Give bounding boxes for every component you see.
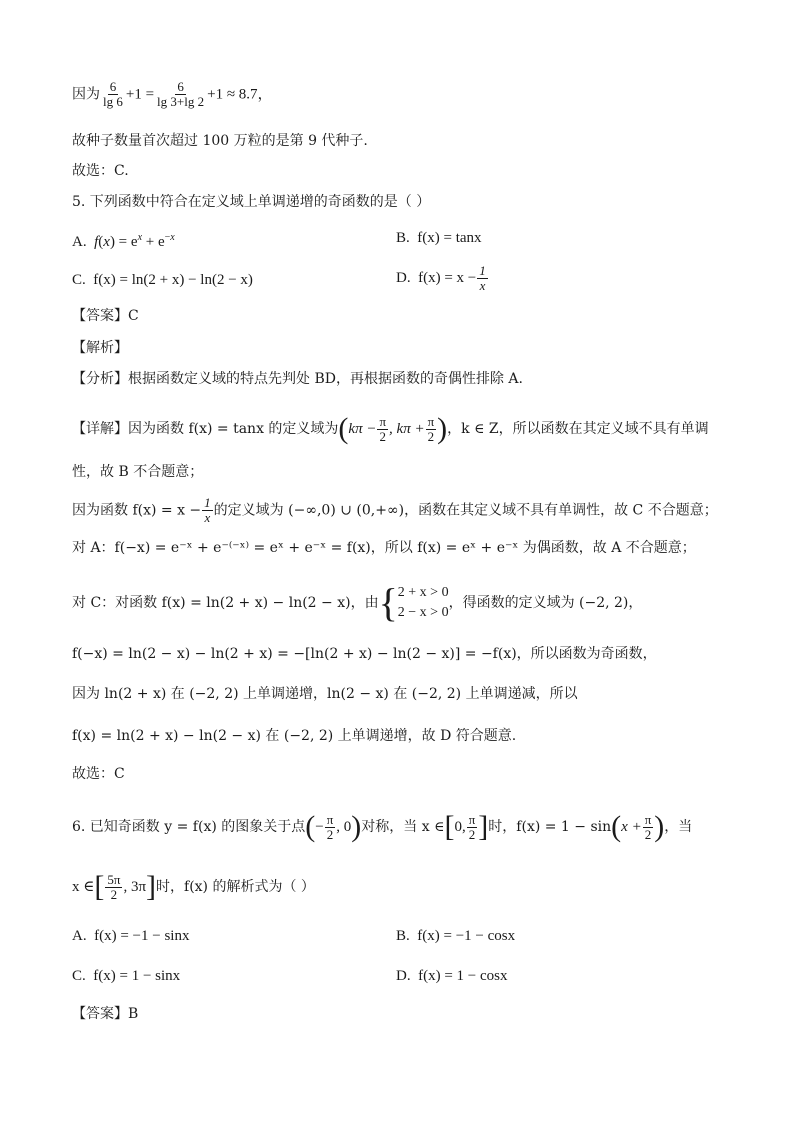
answer-6: 【答案】B — [72, 1006, 139, 1022]
detail-line-d: 因为函数 f(x) = x − $\frac{1}{x}$ 的定义域为 (−∞,0) ∪ (0,+∞)，函数在其定义域不具有单调性，故 C 不合题意； — [72, 495, 718, 525]
analysis-heading: 【解析】 — [72, 340, 128, 356]
detail-line-c2: f(−x) = ln(2 − x) − ln(2 + x) = −[ln(2 + x) − ln(2 − x)] = −f(x)，所以函数为奇函数， — [72, 646, 657, 662]
analysis-summary: 【分析】根据函数定义域的特点先判处 BD，再根据函数的奇偶性排除 A. — [72, 371, 523, 387]
question-5: 5. 下列函数中符合在定义域上单调递增的奇函数的是（ ） — [72, 194, 431, 210]
detail-line-a: 对 A：f(−x) = e⁻ˣ + e⁻⁽⁻ˣ⁾ = eˣ + e⁻ˣ = f(x)，所以 f(x) = eˣ + e⁻ˣ 为偶函数，故 A 不合题意； — [72, 540, 696, 556]
conclusion-text: 故种子数量首次超过 100 万粒的是第 9 代种子. — [72, 133, 368, 149]
option-c: C. f(x) = ln(2 + x) − ln(2 − x) — [72, 272, 253, 288]
math: +1 ≈ 8.7， — [207, 86, 273, 103]
detail-line-c: 对 C：对函数 f(x) = ln(2 + x) − ln(2 − x)，由 { 2 + x > 0 2 − x > 0 ，得函数的定义域为 (−2, 2)， — [72, 580, 643, 625]
question-6-cont: x ∈[ $\frac{5\pi}{2}$ , 3π]时，f(x) 的解析式为（ ） — [72, 870, 315, 903]
fraction: $\frac{6}{\lg 6}$ — [103, 79, 123, 109]
option-a: A. $f(x) = e^x + e^{-x}$ — [72, 232, 175, 250]
math: +1 = — [125, 86, 155, 103]
detail-line-2: 性，故 B 不合题意； — [72, 464, 204, 480]
answer-choice-text: 故选：C. — [72, 163, 129, 179]
option-b: B. f(x) = tanx — [396, 230, 482, 246]
formula-line-1 — [72, 80, 273, 109]
question-6: 6. 已知奇函数 y = f(x) 的图象关于点(− $\frac{\pi}{2}$ , 0)对称，当 x ∈[0, $\frac{\pi}{2}$ ]时，f(x) = 1 − sin(x + $\frac{\pi}{2}$ )，当 — [72, 810, 693, 843]
option-d: D. f(x) = x − $\frac{1}{x}$ — [396, 263, 486, 293]
q6-option-a: A. f(x) = −1 − sinx — [72, 928, 190, 944]
detail-line-c4: f(x) = ln(2 + x) − ln(2 − x) 在 (−2, 2) 上单调递增，故 D 符合题意. — [72, 728, 517, 744]
q6-option-c: C. f(x) = 1 − sinx — [72, 968, 181, 984]
q6-option-d: D. f(x) = 1 − cosx — [396, 968, 508, 984]
fraction: $\frac{6}{\lg 3+\lg 2}$ — [157, 79, 205, 109]
answer-5: 【答案】C — [72, 308, 139, 324]
text: 因为 — [72, 86, 100, 103]
detail-line-1: 【详解】因为函数 f(x) = tanx 的定义域为(kπ − $\frac{\pi}{2}$ , kπ + $\frac{\pi}{2}$ )，k ∈ Z，所以函数在其定义域不具有单调 — [72, 412, 709, 445]
detail-line-c3: 因为 ln(2 + x) 在 (−2, 2) 上单调递增，ln(2 − x) 在 (−2, 2) 上单调递减，所以 — [72, 686, 578, 702]
q6-option-b: B. f(x) = −1 − cosx — [396, 928, 516, 944]
final-answer-5: 故选：C — [72, 766, 125, 782]
